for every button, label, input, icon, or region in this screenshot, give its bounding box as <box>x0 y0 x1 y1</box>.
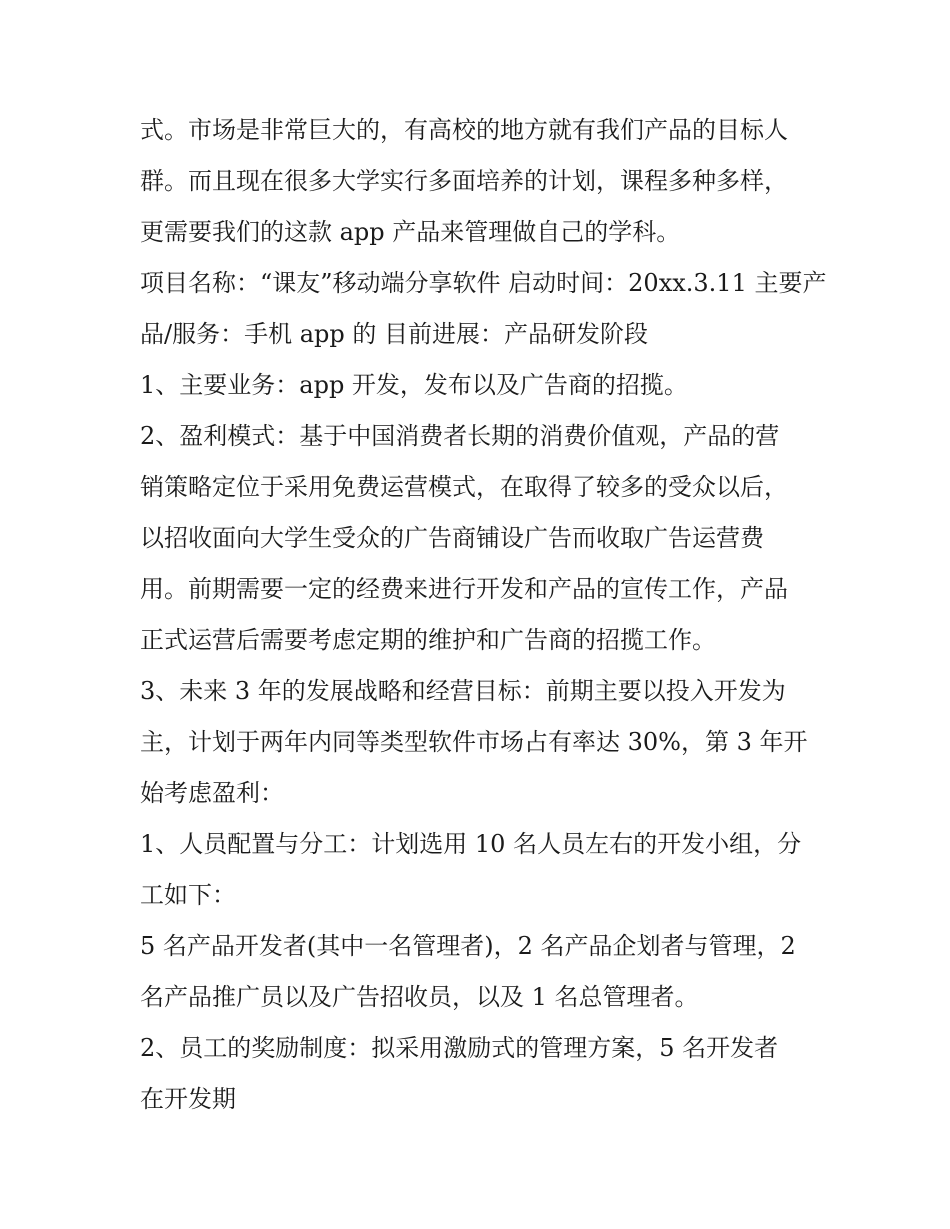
text-line: 正式运营后需要考虑定期的维护和广告商的招揽工作。 <box>140 626 716 654</box>
text-line: 始考虑盈利： <box>140 779 284 807</box>
text-line: 名产品推广员以及广告招收员，以及 1 名总管理者。 <box>140 983 699 1011</box>
text-line: 2、员工的奖励制度：拟采用激励式的管理方案，5 名开发者 <box>140 1034 779 1062</box>
paragraph-incentive <box>140 1023 820 1125</box>
paragraph-staffing <box>140 819 820 921</box>
paragraph-main-business <box>140 360 820 411</box>
text-line: 品/服务：手机 app 的 目前进展：产品研发阶段 <box>140 320 649 348</box>
paragraph-profit-model <box>140 411 820 666</box>
paragraph-staff-breakdown <box>140 921 820 1023</box>
text-line: 项目名称：“课友”移动端分享软件 启动时间：20xx.3.11 主要产 <box>140 269 827 297</box>
text-line: 1、主要业务：app 开发，发布以及广告商的招揽。 <box>140 371 688 399</box>
paragraph-future-strategy <box>140 666 820 819</box>
text-line: 式。市场是非常巨大的，有高校的地方就有我们产品的目标人 <box>140 116 788 144</box>
text-line: 5 名产品开发者(其中一名管理者)，2 名产品企划者与管理，2 <box>140 932 796 960</box>
text-line: 工如下： <box>140 881 236 909</box>
text-line: 2、盈利模式：基于中国消费者长期的消费价值观，产品的营 <box>140 422 780 450</box>
text-line: 以招收面向大学生受众的广告商铺设广告而收取广告运营费 <box>140 524 764 552</box>
text-line: 更需要我们的这款 app 产品来管理做自己的学科。 <box>140 218 681 246</box>
text-line: 主，计划于两年内同等类型软件市场占有率达 30%，第 3 年开 <box>140 728 808 756</box>
text-line: 群。而且现在很多大学实行多面培养的计划，课程多种多样， <box>140 167 788 195</box>
text-line: 用。前期需要一定的经费来进行开发和产品的宣传工作，产品 <box>140 575 788 603</box>
paragraph-project-info <box>140 258 827 360</box>
text-line: 3、未来 3 年的发展战略和经营目标：前期主要以投入开发为 <box>140 677 786 705</box>
text-line: 在开发期 <box>140 1085 236 1113</box>
paragraph-market-intro <box>140 105 820 258</box>
text-line: 1、人员配置与分工：计划选用 10 名人员左右的开发小组，分 <box>140 830 802 858</box>
text-line: 销策略定位于采用免费运营模式，在取得了较多的受众以后， <box>140 473 788 501</box>
document-body <box>140 105 827 1125</box>
